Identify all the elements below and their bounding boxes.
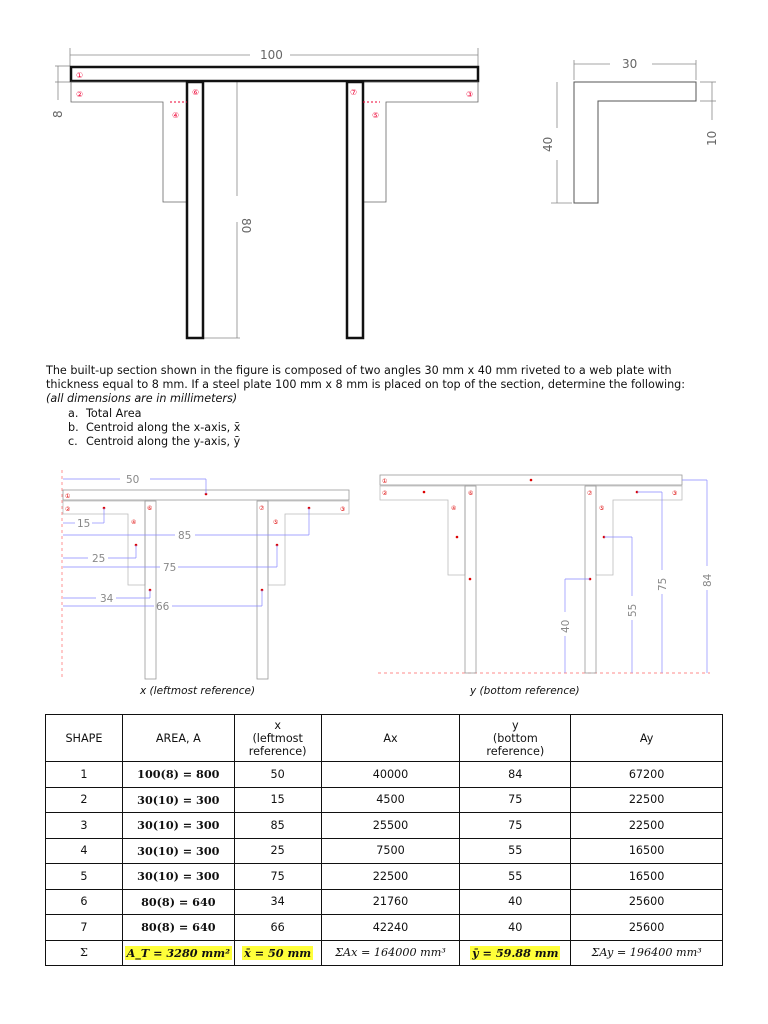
sum-symbol: Σ [46, 940, 123, 966]
y-dim-75: 75 [657, 577, 669, 591]
header-ax: Ax [321, 715, 460, 762]
svg-text:②: ② [65, 506, 71, 513]
sum-row [46, 940, 723, 966]
question-item: c. Centroid along the y-axis, ȳ [68, 435, 241, 449]
x-dim-25: 25 [92, 553, 106, 565]
question-item: b. Centroid along the x-axis, x̄ [68, 420, 241, 434]
table-row: 3 30(10) = 300 85 25500 75 22500 [46, 813, 723, 839]
dim-100: 100 [260, 48, 283, 62]
total-area-result: A_T = 3280 mm² [126, 945, 230, 960]
svg-text:②: ② [382, 490, 388, 497]
x-caption: x (leftmost reference) [140, 685, 256, 697]
svg-text:④: ④ [131, 519, 137, 526]
svg-text:⑤: ⑤ [273, 519, 279, 526]
table-header-row [46, 715, 723, 762]
y-reference-figure [378, 475, 714, 673]
header-x: x (leftmost reference) [234, 715, 321, 762]
problem-text: The built-up section shown in the figure is composed of two angles 30 mm x 40 mm riveted to a web plate with thickness equal to 8 mm. If a steel plate 100 mm x 8 mm is placed on top of the section, determine the following: [46, 364, 686, 392]
svg-text:③: ③ [340, 506, 346, 513]
svg-text:⑦: ⑦ [259, 505, 265, 512]
header-ay: Ay [571, 715, 723, 762]
svg-text:⑥: ⑥ [468, 490, 474, 497]
xbar-result: x̄ = 50 mm [244, 945, 312, 960]
angle-dim-40: 40 [541, 136, 555, 152]
svg-text:⑤: ⑤ [599, 505, 605, 512]
angle-dim-10: 10 [705, 130, 719, 146]
x-reference-figure [62, 470, 349, 680]
table-row: 7 80(8) = 640 66 42240 40 25600 [46, 915, 723, 941]
y-caption: y (bottom reference) [470, 685, 580, 697]
label-5: ⑤ [372, 111, 380, 120]
table-row: 4 30(10) = 300 25 7500 55 16500 [46, 838, 723, 864]
angle-dim-30: 30 [622, 57, 638, 71]
dim-80: 80 [239, 218, 253, 234]
header-area: AREA, A [122, 715, 234, 762]
x-dim-75: 75 [163, 562, 177, 574]
table-row: 2 30(10) = 300 15 4500 75 22500 [46, 787, 723, 813]
question-item: a. Total Area [68, 406, 142, 420]
label-1: ① [76, 71, 84, 80]
header-y: y (bottom reference) [460, 715, 571, 762]
x-dim-85: 85 [178, 530, 192, 542]
sum-ay: ΣAy = 196400 mm³ [571, 940, 723, 966]
y-dim-84: 84 [702, 573, 714, 587]
x-dim-66: 66 [156, 601, 170, 613]
label-4: ④ [172, 111, 180, 120]
svg-text:①: ① [65, 493, 71, 500]
x-dim-15: 15 [77, 518, 91, 530]
table-row: 5 30(10) = 300 75 22500 55 16500 [46, 864, 723, 890]
svg-text:⑦: ⑦ [587, 490, 593, 497]
y-dim-55: 55 [627, 603, 639, 617]
svg-text:④: ④ [451, 505, 457, 512]
centroid-table [45, 714, 723, 966]
problem-note: (all dimensions are in millimeters) [46, 392, 238, 406]
table-row: 1 100(8) = 800 50 40000 84 67200 [46, 762, 723, 788]
label-7: ⑦ [350, 88, 358, 97]
dim-8: 8 [51, 110, 65, 118]
table-row: 6 80(8) = 640 34 21760 40 25600 [46, 889, 723, 915]
svg-text:①: ① [382, 478, 388, 485]
x-dim-34: 34 [100, 593, 114, 605]
svg-text:③: ③ [672, 490, 678, 497]
x-dim-50: 50 [126, 474, 140, 486]
header-shape: SHAPE [46, 715, 123, 762]
svg-text:⑥: ⑥ [147, 505, 153, 512]
ybar-result: ȳ = 59.88 mm [472, 945, 559, 960]
label-3: ③ [466, 90, 474, 99]
label-6: ⑥ [192, 88, 200, 97]
y-dim-40: 40 [560, 619, 572, 633]
sum-ax: ΣAx = 164000 mm³ [321, 940, 460, 966]
label-2: ② [76, 90, 84, 99]
